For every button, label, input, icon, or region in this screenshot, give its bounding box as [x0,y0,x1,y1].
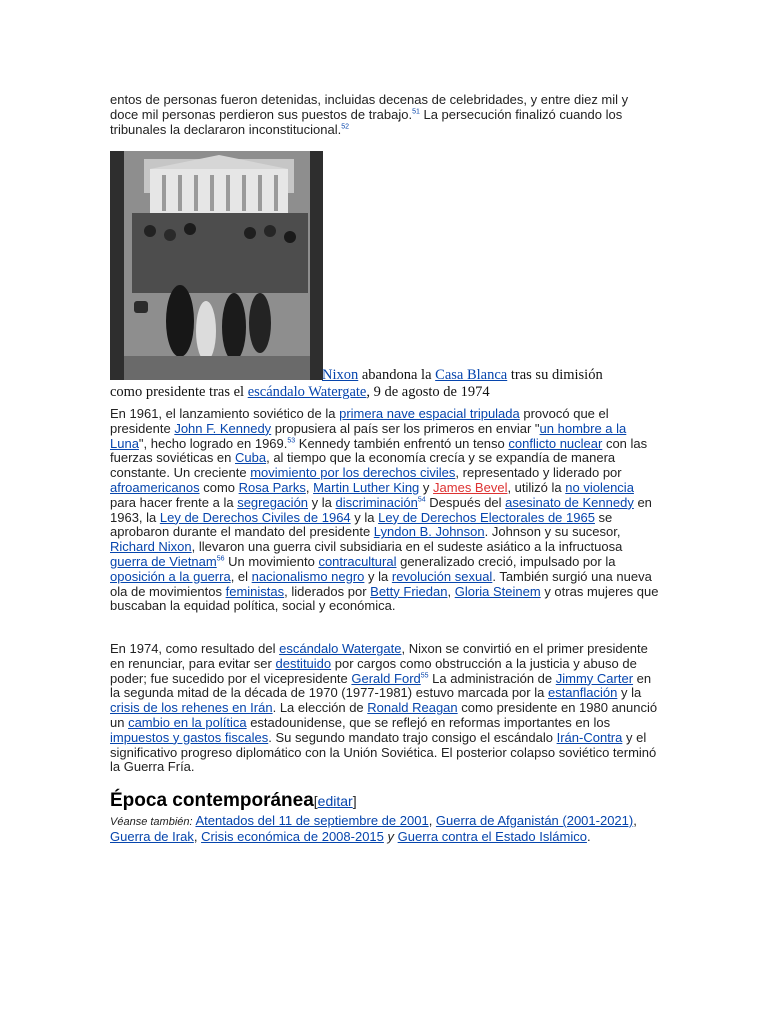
caption-text: tras su dimisión [507,367,603,383]
text: por cargos como obstrucción a la justicia y abuso de poder; fue sucedido por el vicepresidente [110,655,637,686]
separator: , [633,813,637,828]
text: , Nixon se convirtió en el primer presidente en renunciar, para evitar ser [110,641,648,671]
caption-text: abandona la [358,367,436,383]
link-crisis-economica[interactable]: Crisis económica de 2008-2015 [201,828,384,844]
separator: . [586,828,591,844]
footnote-52[interactable]: 52 [341,123,350,131]
paragraph-persecution [110,93,655,137]
link-nixon[interactable]: Nixon [322,367,359,383]
link-gloria-steinem[interactable]: Gloria Steinem [454,583,541,599]
edit-bracket-open: [ [313,793,318,809]
text: Un movimiento [224,553,319,569]
text: , representado y liderado por [455,465,622,481]
text: , llevaron una guerra civil subsidiaria en el sudeste asiático a la infructuosa [191,539,623,555]
link-impuestos-gastos[interactable]: impuestos y gastos fiscales [110,729,269,745]
link-revolucion-sexual[interactable]: revolución sexual [391,568,493,584]
text: . Su segundo mandato trajo consigo el escándalo [268,729,557,745]
text: , [447,583,455,599]
paragraph-1970s [110,642,660,775]
link-ley-derechos-electorales[interactable]: Ley de Derechos Electorales de 1965 [378,509,595,525]
link-nacionalismo-negro[interactable]: nacionalismo negro [251,568,365,584]
nixon-white-house-photo[interactable] [110,151,323,380]
link-oposicion-guerra[interactable]: oposición a la guerra [110,568,231,584]
footnote-51[interactable]: 51 [412,108,420,116]
link-atentados-11s[interactable]: Atentados del 11 de septiembre de 2001 [195,813,429,828]
section-title: Época contemporánea [110,790,314,811]
text: provocó que el presidente [110,406,609,436]
text: Después del [425,494,506,510]
text: . Johnson y su sucesor, [484,524,621,540]
text: y la [350,509,379,525]
text: como [199,479,239,495]
figure-caption-line-2 [110,384,490,401]
text: La administración de [428,670,556,686]
link-ley-derechos-civiles[interactable]: Ley de Derechos Civiles de 1964 [159,509,351,525]
text: generalizado creció, impulsado por la [396,553,616,569]
link-iran-contra[interactable]: Irán-Contra [556,729,623,745]
link-betty-friedan[interactable]: Betty Friedan [370,583,448,599]
edit-link[interactable]: editar [317,793,353,809]
footnote-56[interactable]: 56 [216,555,225,563]
link-asesinato-kennedy[interactable]: asesinato de Kennedy [505,494,634,510]
text: entos de personas fueron detenidas, incluidas decenas de celebridades, y entre diez mil y doce mil personas perdieron sus puestos de trabajo. [110,92,629,122]
text: se aprobaron durante el mandato del presidente [110,509,613,540]
text: , al tiempo que la economía crecía y se expandía de manera constante. Un creciente [110,450,616,481]
link-guerra-afganistan[interactable]: Guerra de Afganistán (2001-2021) [435,813,634,828]
link-cambio-politica[interactable]: cambio en la política [128,714,247,730]
footnote-54[interactable]: 54 [417,496,426,504]
link-guerra-irak[interactable]: Guerra de Irak [110,828,194,844]
link-lyndon-johnson[interactable]: Lyndon B. Johnson [373,524,485,540]
link-escandalo-watergate-2[interactable]: escándalo Watergate [279,641,402,656]
link-primera-nave[interactable]: primera nave espacial tripulada [339,406,520,421]
link-ronald-reagan[interactable]: Ronald Reagan [367,700,458,716]
link-cuba[interactable]: Cuba [235,450,267,466]
link-richard-nixon[interactable]: Richard Nixon [110,539,192,555]
link-james-bevel[interactable]: James Bevel [433,479,508,495]
text: . También surgió una nueva ola de movimientos [110,568,652,599]
separator: y [383,828,398,844]
link-discriminacion[interactable]: discriminación [335,494,418,510]
link-gerald-ford[interactable]: Gerald Ford [351,670,421,686]
text: y otras mujeres que buscaban la equidad política, social y económica. [110,583,659,614]
footnote-53[interactable]: 53 [287,437,296,445]
text: como presidente en 1980 anunció un [110,700,658,730]
figure-caption-line-1 [322,367,603,384]
link-hombre-luna[interactable]: un hombre a la Luna [110,420,627,451]
text: con las fuerzas soviéticas en [110,435,648,466]
text: En 1974, como resultado del [110,641,280,656]
link-mlk[interactable]: Martin Luther King [313,479,420,495]
link-crisis-rehenes[interactable]: crisis de los rehenes en Irán [110,700,273,716]
link-derechos-civiles[interactable]: movimiento por los derechos civiles [250,465,456,481]
text: La persecución finalizó cuando los tribunales la declararon inconstitucional. [110,106,623,137]
link-segregacion[interactable]: segregación [237,494,309,510]
link-destituido[interactable]: destituido [275,655,332,671]
link-casa-blanca[interactable]: Casa Blanca [435,367,508,383]
text: ", hecho logrado en 1969. [138,435,288,451]
link-rosa-parks[interactable]: Rosa Parks [238,479,306,495]
text: en la segunda mitad de la década de 1970 (1977-1981) estuvo marcada por la [110,670,652,701]
text: para hacer frente a la [110,494,238,510]
text: y la [364,568,392,584]
section-heading [110,790,357,812]
link-guerra-vietnam[interactable]: guerra de Vietnam [110,553,217,569]
photo-illustration [110,151,323,380]
text: en 1963, la [110,494,652,525]
text: , liderados por [284,583,371,599]
link-jimmy-carter[interactable]: Jimmy Carter [555,670,634,686]
text: y [419,479,434,495]
separator: , [428,813,436,828]
text: , el [230,568,252,584]
edit-bracket-close: ] [352,793,357,809]
link-escandalo-watergate[interactable]: escándalo Watergate [247,384,367,400]
caption-text: como presidente tras el [110,384,248,400]
figure-nixon [110,151,658,400]
text: propusiera al país ser los primeros en enviar " [271,420,540,436]
text: . La elección de [272,700,368,716]
link-estanflacion[interactable]: estanflación [547,685,618,701]
link-feministas[interactable]: feministas [225,583,285,599]
text: estadounidense, que se reflejó en reformas importantes en los [246,714,611,730]
link-no-violencia[interactable]: no violencia [565,479,634,495]
link-afroamericanos[interactable]: afroamericanos [110,479,200,495]
text: y el significativo progreso diplomático con la Unión Soviética. El posterior colapso soviético terminó la Guerra Fría. [110,729,657,775]
link-kennedy[interactable]: John F. Kennedy [174,420,272,436]
footnote-55[interactable]: 55 [420,672,429,680]
see-also-hatnote [110,814,660,844]
text: , utilizó la [507,479,566,495]
text: , [305,479,314,495]
text: En 1961, el lanzamiento soviético de la [110,406,340,421]
text: Kennedy también enfrentó un tenso [295,435,509,451]
link-contracultural[interactable]: contracultural [318,553,397,569]
link-conflicto-nuclear[interactable]: conflicto nuclear [508,435,603,451]
link-guerra-estado-islamico[interactable]: Guerra contra el Estado Islámico [397,828,587,844]
text: y la [308,494,336,510]
see-also-label: Véanse también: [110,816,193,828]
caption-text: , 9 de agosto de 1974 [366,384,490,400]
separator: , [193,828,202,844]
text: y la [617,685,642,701]
paragraph-1960s [110,407,660,614]
